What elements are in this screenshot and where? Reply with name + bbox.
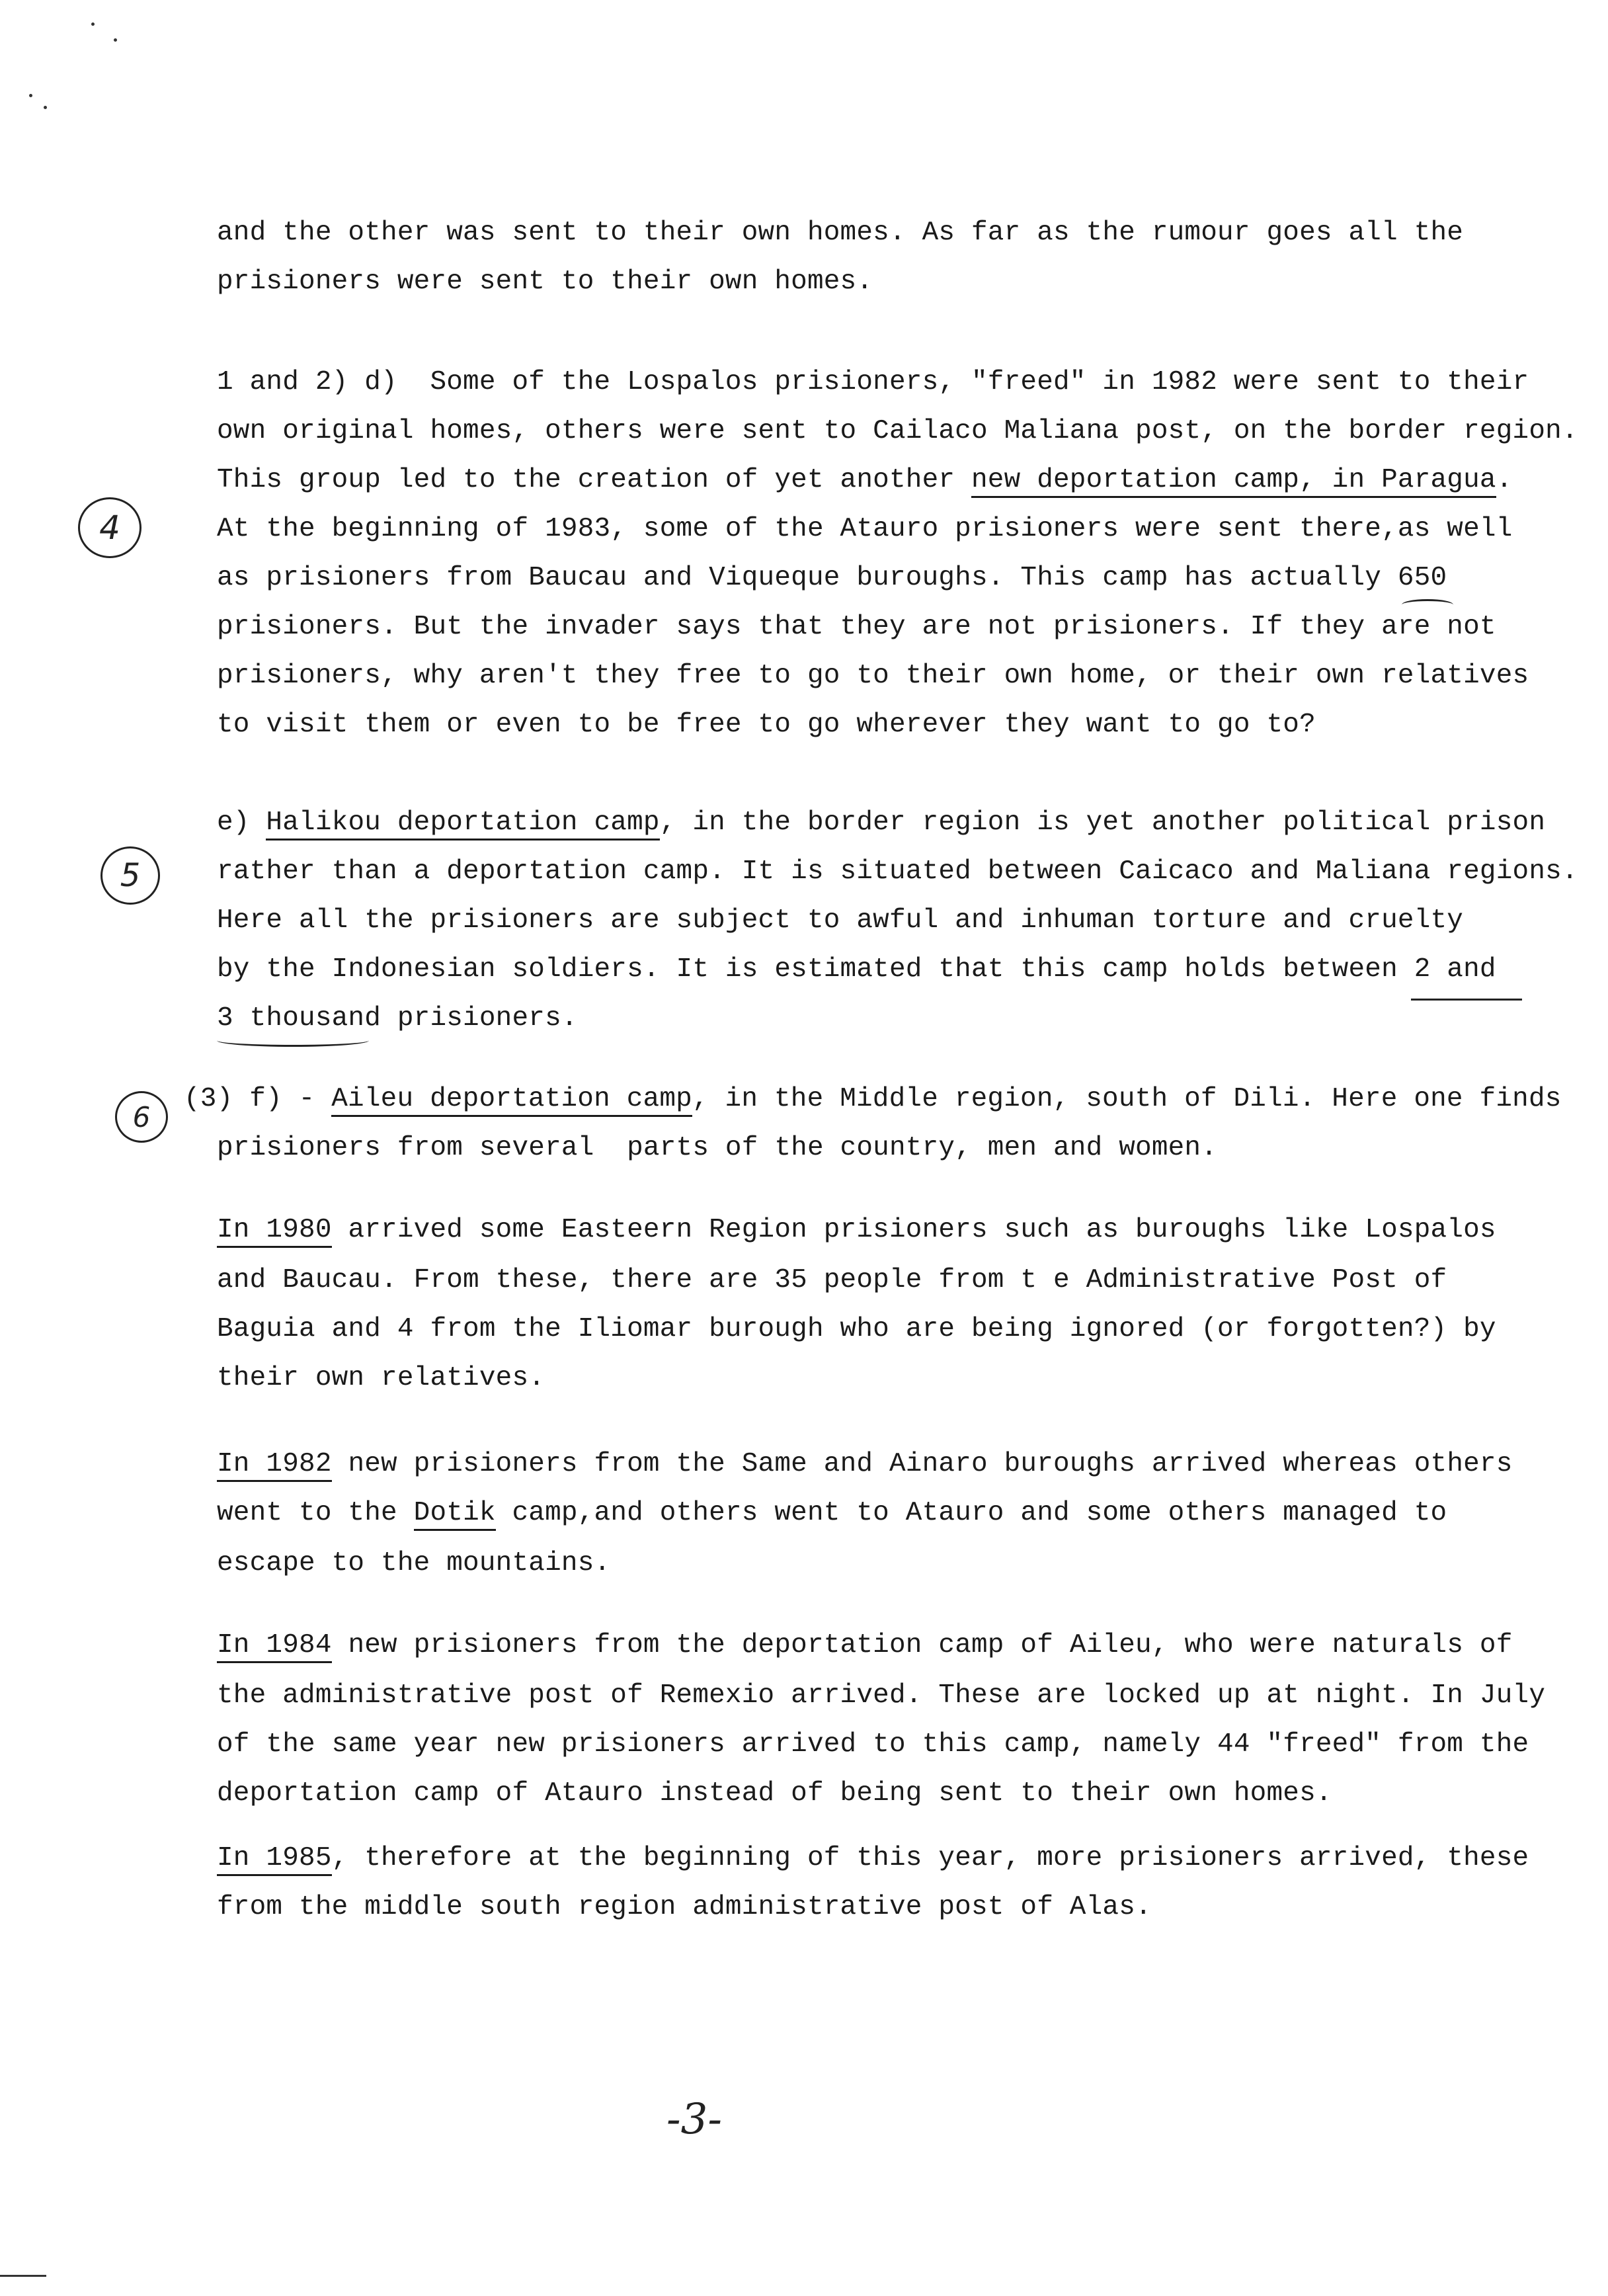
margin-annotation-circle: 6 bbox=[115, 1091, 168, 1143]
text-line bbox=[217, 1444, 1592, 1484]
text-segment: new prisioners from the Same and Ainaro buroughs arrived whereas others bbox=[331, 1449, 1513, 1479]
underlined-phrase: new deportation camp, in Paragua bbox=[971, 465, 1496, 498]
underlined-phrase: Halikou deportation camp bbox=[266, 807, 659, 840]
text-segment: e) bbox=[217, 807, 266, 838]
text-line: prisioners. But the invader says that they are not prisioners. If they are not bbox=[217, 612, 1496, 642]
text-segment: arrived some Easteern Region prisioners such as buroughs like Lospalos bbox=[331, 1215, 1496, 1245]
handwritten-underline bbox=[217, 1034, 369, 1047]
text-line: 1 and 2) d) Some of the Lospalos prisioners, "freed" in 1982 were sent to their bbox=[217, 367, 1529, 397]
text-line: to visit them or even to be free to go wherever they want to go to? bbox=[217, 710, 1316, 740]
handwritten-underline bbox=[1402, 599, 1453, 610]
speck-mark bbox=[44, 106, 47, 109]
text-segment: , in the Middle region, south of Dili. Here one finds bbox=[692, 1084, 1562, 1114]
text-line: 3 thousand prisioners. bbox=[217, 1003, 578, 1034]
text-line: prisioners were sent to their own homes. bbox=[217, 266, 873, 297]
text-line: prisioners, why aren't they free to go to their own home, or their own relatives bbox=[217, 661, 1529, 691]
margin-annotation-circle: 4 bbox=[78, 497, 141, 558]
text-line: and the other was sent to their own homes. As far as the rumour goes all the bbox=[217, 218, 1464, 248]
text-segment: , in the border region is yet another political prison bbox=[659, 807, 1546, 838]
edge-mark bbox=[0, 2275, 46, 2277]
underlined-year: In 1982 bbox=[217, 1449, 332, 1482]
text-line bbox=[217, 803, 1592, 842]
text-line: escape to the mountains. bbox=[217, 1548, 611, 1578]
speck-mark bbox=[114, 38, 117, 42]
text-line: of the same year new prisioners arrived to this camp, namely 44 "freed" from the bbox=[217, 1729, 1529, 1760]
text-line: prisioners from several parts of the country, men and women. bbox=[217, 1133, 1218, 1163]
text-segment: new prisioners from the deportation camp of Aileu, who were naturals of bbox=[331, 1630, 1513, 1660]
text-line: rather than a deportation camp. It is situated between Caicaco and Maliana regions. bbox=[217, 856, 1578, 887]
text-line: as prisioners from Baucau and Viqueque buroughs. This camp has actually 650 bbox=[217, 563, 1447, 593]
underlined-year: In 1985 bbox=[217, 1843, 332, 1876]
underlined-year: In 1984 bbox=[217, 1630, 332, 1663]
text-line: Baguia and 4 from the Iliomar burough who are being ignored (or forgotten?) by bbox=[217, 1314, 1496, 1344]
text-segment: . bbox=[1496, 465, 1513, 495]
text-line: the administrative post of Remexio arrived. These are locked up at night. In July bbox=[217, 1680, 1546, 1711]
text-line: and Baucau. From these, there are 35 people from t e Administrative Post of bbox=[217, 1265, 1447, 1295]
text-line: deportation camp of Atauro instead of being sent to their own homes. bbox=[217, 1778, 1332, 1809]
underlined-phrase: Aileu deportation camp bbox=[331, 1084, 692, 1117]
text-segment: This group led to the creation of yet another bbox=[217, 465, 971, 495]
margin-annotation-circle: 5 bbox=[100, 846, 160, 905]
underlined-phrase: Dotik bbox=[414, 1498, 496, 1531]
text-line bbox=[217, 460, 1592, 500]
page-number: -3- bbox=[666, 2095, 722, 2144]
text-segment: camp,and others went to Atauro and some others managed to bbox=[495, 1498, 1447, 1528]
text-segment: , therefore at the beginning of this year, more prisioners arrived, these bbox=[331, 1843, 1529, 1873]
text-segment: went to the bbox=[217, 1498, 414, 1528]
text-line bbox=[217, 1625, 1592, 1665]
text-line: At the beginning of 1983, some of the Atauro prisioners were sent there,as well bbox=[217, 514, 1513, 544]
text-line bbox=[217, 1210, 1592, 1250]
text-line: own original homes, others were sent to Cailaco Maliana post, on the border region. bbox=[217, 416, 1578, 446]
text-line: their own relatives. bbox=[217, 1363, 545, 1393]
text-line: Here all the prisioners are subject to awful and inhuman torture and cruelty bbox=[217, 905, 1464, 936]
text-line bbox=[217, 1838, 1592, 1878]
text-line: by the Indonesian soldiers. It is estimated that this camp holds between 2 and bbox=[217, 954, 1496, 985]
handwritten-overline bbox=[1411, 999, 1522, 1001]
text-line bbox=[217, 1493, 1592, 1533]
speck-mark bbox=[29, 94, 32, 97]
text-line: from the middle south region administrative post of Alas. bbox=[217, 1892, 1152, 1922]
text-segment: (3) f) - bbox=[184, 1084, 332, 1114]
underlined-year: In 1980 bbox=[217, 1215, 332, 1248]
text-line bbox=[184, 1079, 1562, 1119]
speck-mark bbox=[91, 22, 95, 26]
